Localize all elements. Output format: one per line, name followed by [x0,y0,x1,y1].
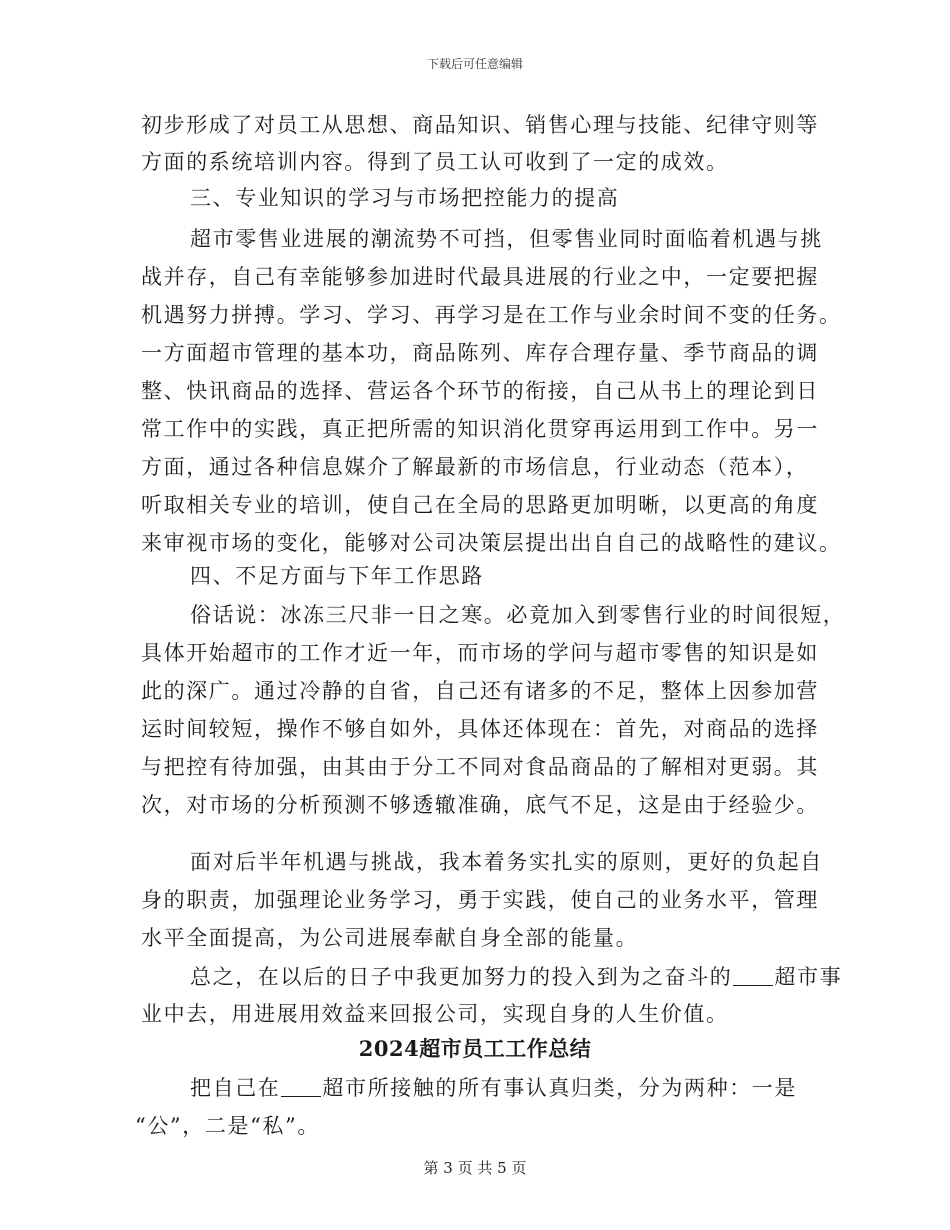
paragraph-line: 总之，在以后的日子中我更加努力的投入到为之奋斗的 超市事 [190,965,843,989]
blank-underline [733,965,773,986]
paragraph-line: 方面的系统培训内容。得到了员工认可收到了一定的成效。 [141,150,729,174]
paragraph-line: 具体开始超市的工作才近一年，而市场的学问与超市零售的知识是如 [141,641,819,665]
paragraph-line: 方面，通过各种信息媒介了解最新的市场信息，行业动态（范本）， [141,455,809,479]
paragraph-line: 超市零售业进展的潮流势不可挡，但零售业同时面临着机遇与挑 [190,227,823,251]
paragraph-line: 身的职责，加强理论业务学习，勇于实践，使自己的业务水平，管理 [141,888,819,912]
paragraph-line: 俗话说：冰冻三尺非一日之寒。必竟加入到零售行业的时间很短， [190,603,846,627]
paragraph-line: 四、不足方面与下年工作思路 [190,564,484,588]
section-title: 2024超市员工工作总结 [358,1036,592,1061]
page-footer: 第 3 页 共 5 页 [423,1159,527,1177]
paragraph-line: 初步形成了对员工从思想、商品知识、销售心理与技能、纪律守则等 [141,113,819,137]
paragraph-line: 次，对市场的分析预测不够透辙准确，底气不足，这是由于经验少。 [141,793,819,817]
paragraph-line: 战并存，自己有幸能够参加进时代最具进展的行业之中，一定要把握 [141,265,819,289]
paragraph-line: 听取相关专业的培训，使自己在全局的思路更加明晰，以更高的角度 [141,493,819,517]
paragraph-line: 面对后半年机遇与挑战，我本着务实扎实的原则，更好的负起自 [190,850,823,874]
paragraph-line: 运时间较短，操作不够自如外，具体还体现在：首先，对商品的选择 [141,717,819,741]
page-header: 下载后可任意编辑 [426,57,523,71]
paragraph-line: 三、专业知识的学习与市场把控能力的提高 [190,186,620,210]
paragraph-line: “公”，二是“私”。 [135,1114,320,1138]
paragraph-line: 业中去，用进展用效益来回报公司，实现自身的人生价值。 [141,1002,729,1026]
paragraph-line: 来审视市场的变化，能够对公司决策层提出出自自己的战略性的建议。 [141,531,842,555]
paragraph-line: 与把控有待加强，由其由于分工不同对食品商品的了解相对更弱。其 [141,755,819,779]
paragraph-line: 一方面超市管理的基本功，商品陈列、库存合理存量、季节商品的调 [141,341,819,365]
paragraph-line: 把自己在 超市所接触的所有事认真归类，分为两种：一是 [190,1076,798,1100]
paragraph-line: 水平全面提高，为公司进展奉献自身全部的能量。 [141,926,639,950]
paragraph-line: 此的深广。通过冷静的自省，自己还有诸多的不足，整体上因参加营 [141,679,819,703]
paragraph-line: 机遇努力拼搏。学习、学习、再学习是在工作与业余时间不变的任务。 [141,303,842,327]
blank-underline [281,1076,321,1097]
paragraph-line: 整、快讯商品的选择、营运各个环节的衔接，自己从书上的理论到日 [141,379,819,403]
paragraph-line: 常工作中的实践，真正把所需的知识消化贯穿再运用到工作中。另一 [141,417,819,441]
